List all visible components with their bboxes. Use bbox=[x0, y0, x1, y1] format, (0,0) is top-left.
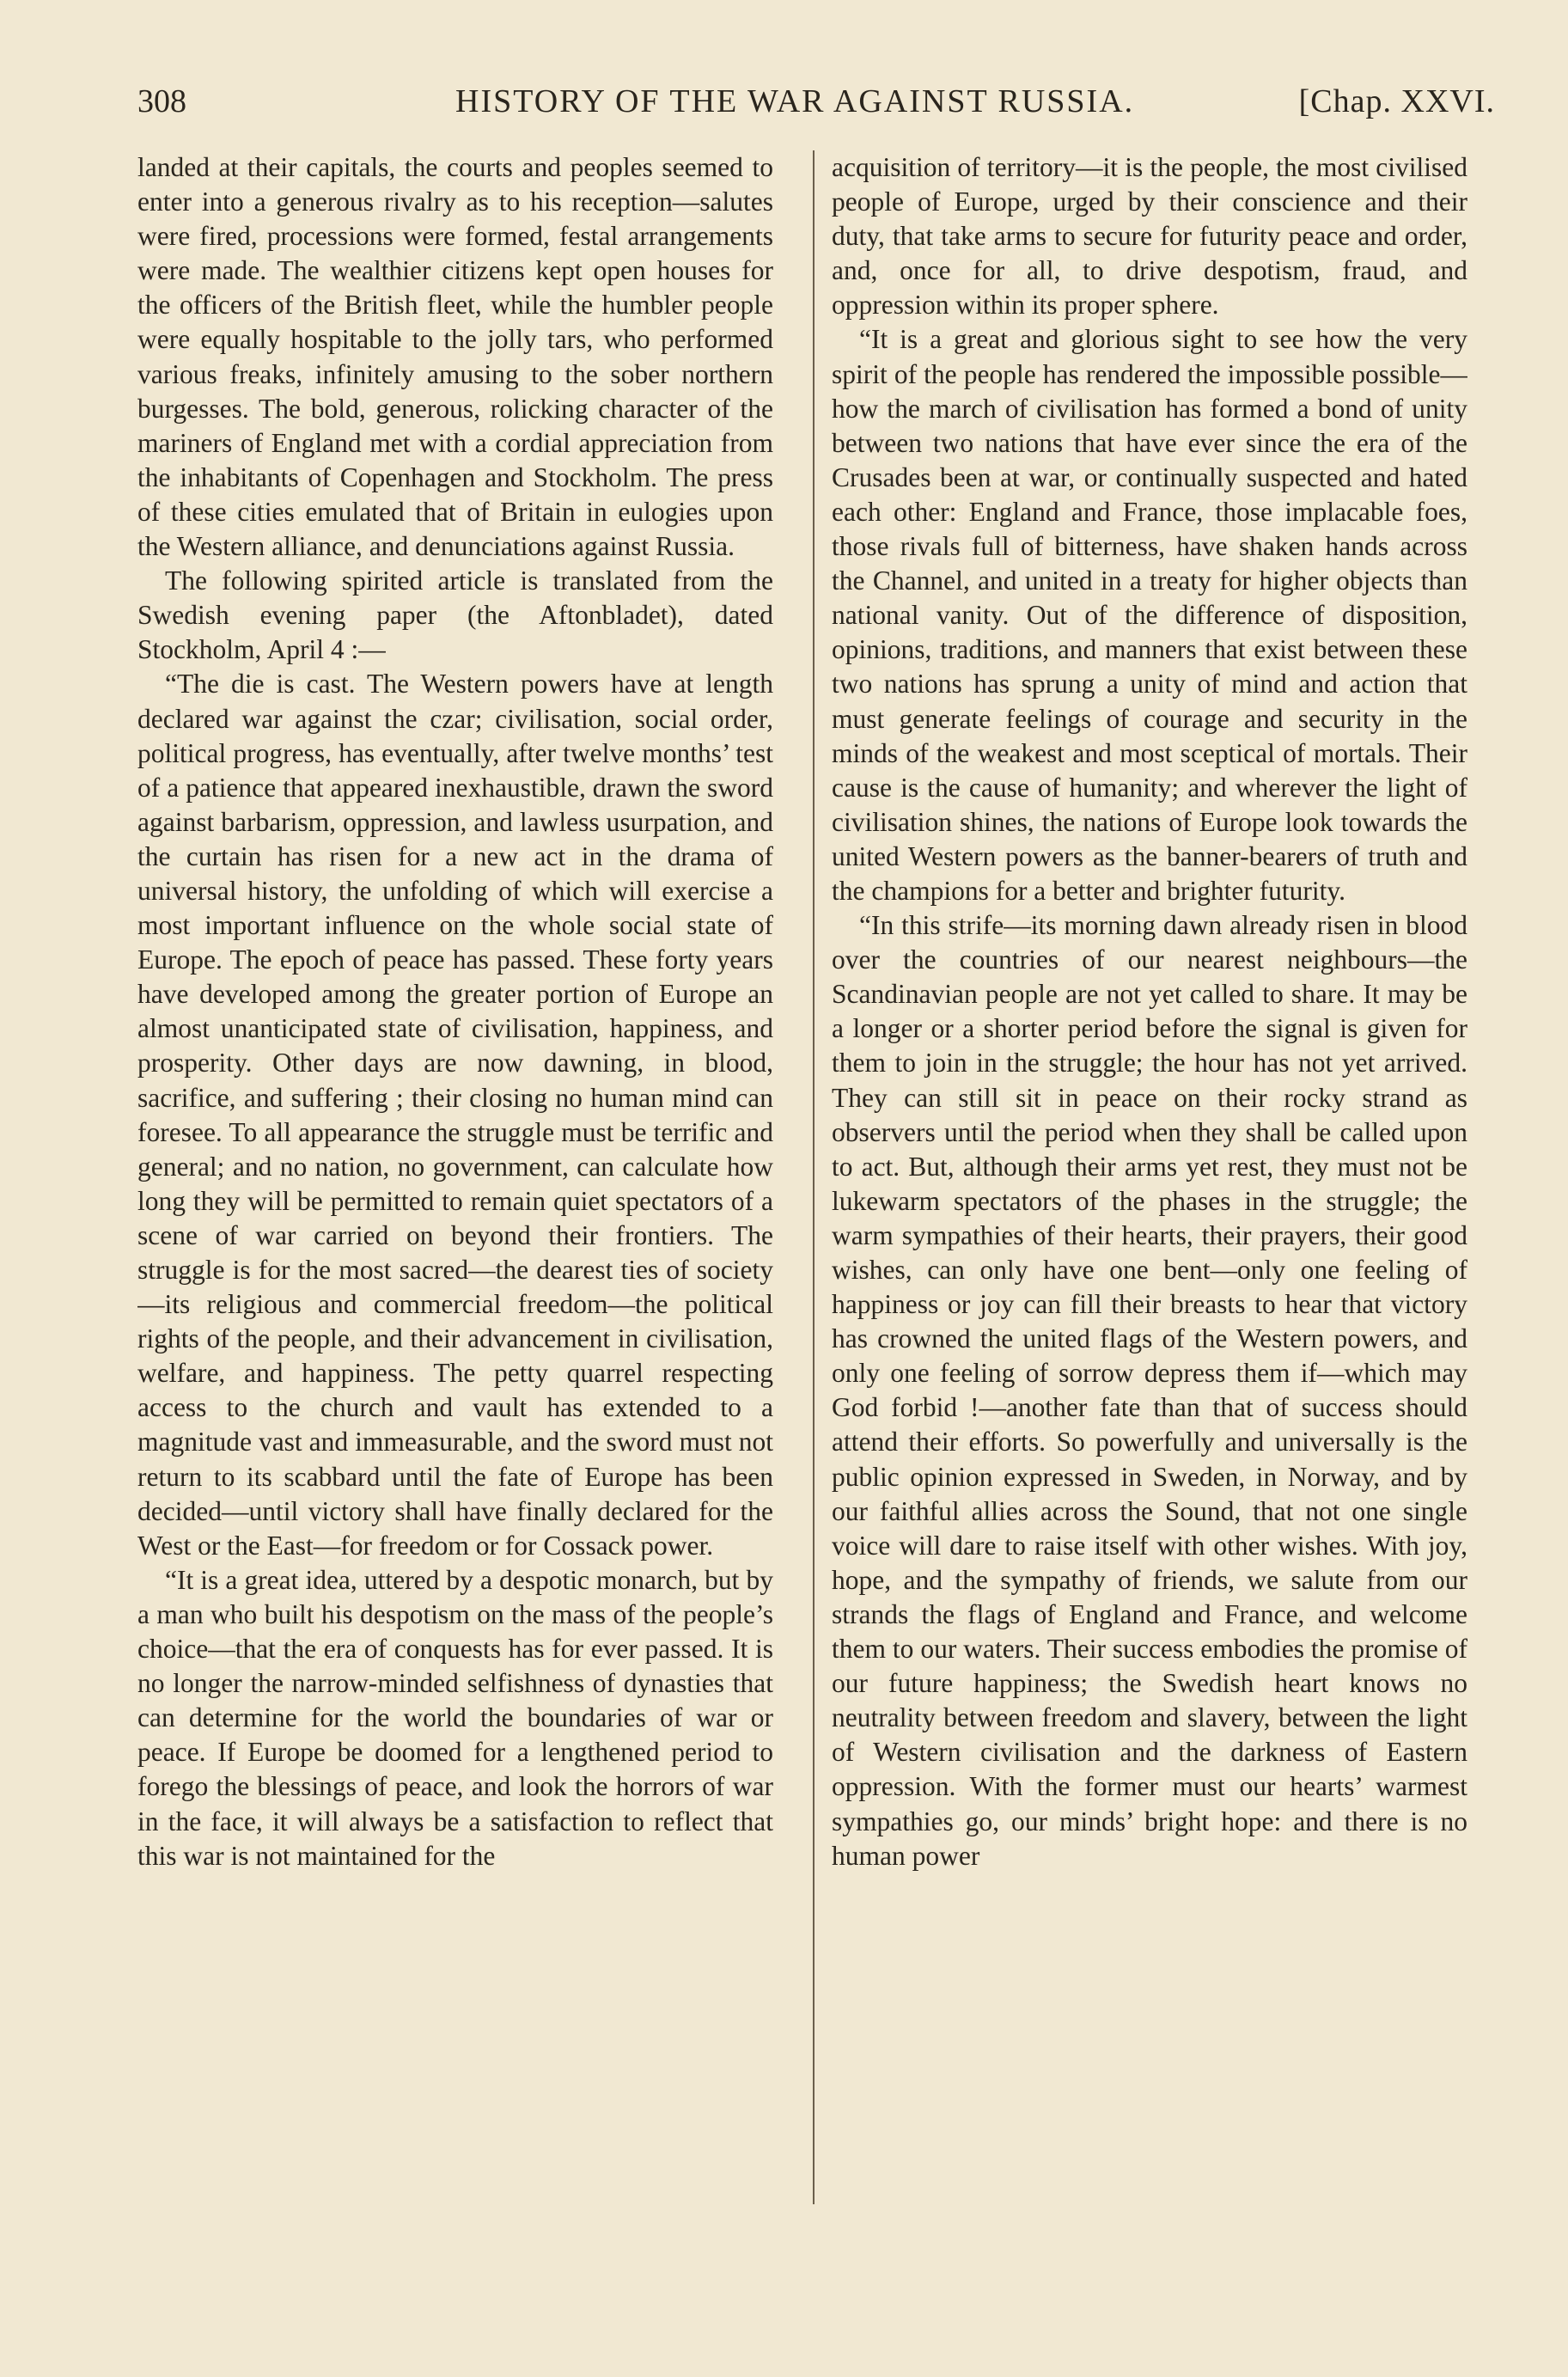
column-divider bbox=[813, 150, 815, 2204]
left-paragraph-2: The following spirited article is translated from the Swedish evening paper (the Aftonbladet), dated Stockholm, April 4 :— bbox=[137, 565, 773, 665]
left-paragraph-1: landed at their capitals, the courts and peoples seemed to enter into a generous rivalry as to his reception—salutes were fired, processions were formed, festal arrangements were made. The wealthier citizens kept open houses for the officers of the British fleet, while the humbler people were equally hospitable to the jolly tars, who performed various freaks, infinitely amusing to the sober northern burgesses. The bold, generous, rolicking character of the mariners of England met with a cordial appreciation from the inhabitants of Copenhagen and Stockholm. The press of these cities emulated that of Britain in eulogies upon the Western alliance, and denunciations against Russia. bbox=[137, 152, 773, 562]
left-column bbox=[137, 150, 773, 2221]
page-number: 308 bbox=[137, 83, 186, 119]
right-paragraph-1: acquisition of territory—it is the people, the most civilised people of Europe, urged by their conscience and their duty, that take arms to secure for futurity peace and order, and, once for all, to drive despotism, fraud, and oppression within its proper sphere. bbox=[832, 152, 1467, 321]
running-title: HISTORY OF THE WAR AGAINST RUSSIA. bbox=[455, 83, 1135, 119]
chapter-label: [Chap. XXVI. bbox=[1298, 83, 1495, 119]
right-column bbox=[832, 150, 1467, 2221]
left-paragraph-4: “It is a great idea, uttered by a despotic monarch, but by a man who built his despotism on the mass of the people’s choice—that the era of conquests has for ever passed. It is no longer the narrow-minded selfishness of dynasties that can determine for the world the boundaries of war or peace. If Europe be doomed for a lengthened period to forego the blessings of peace, and look the horrors of war in the face, it will always be a satisfaction to reflect that this war is not maintained for the bbox=[137, 1564, 773, 1871]
right-paragraph-2: “It is a great and glorious sight to see how the very spirit of the people has rendered the impossible possible—how the march of civilisation has formed a bond of unity between two nations that have ever since the era of the Crusades been at war, or continually suspected and hated each other: England and France, those implacable foes, those rivals full of bitterness, have shaken hands across the Channel, and united in a treaty for higher objects than national vanity. Out of the difference of disposition, opinions, traditions, and manners that exist between these two nations has sprung a unity of mind and action that must generate feelings of courage and security in the minds of the weakest and most sceptical of mortals. Their cause is the cause of humanity; and wherever the light of civilisation shines, the nations of Europe look towards the united Western powers as the banner-bearers of truth and the champions for a better and brighter futurity. bbox=[832, 324, 1467, 906]
right-paragraph-3: “In this strife—its morning dawn already risen in blood over the countries of our nearest neighbours—the Scandinavian people are not yet called to share. It may be a longer or a shorter period before the signal is given for them to join in the struggle; the hour has not yet arrived. They can still sit in peace on their rocky strand as observers until the period when they shall be called upon to act. But, although their arms yet rest, they must not be lukewarm spectators of the phases in the struggle; the warm sympathies of their hearts, their prayers, their good wishes, can only have one bent—only one feeling of happiness or joy can fill their breasts to hear that victory has crowned the united flags of the Western powers, and only one feeling of sorrow depress them if—which may God forbid !—another fate than that of success should attend their efforts. So powerfully and universally is the public opinion expressed in Sweden, in Norway, and by our faithful allies across the Sound, that not one single voice will dare to raise itself with other wishes. With joy, hope, and the sympathy of friends, we salute from our strands the flags of England and France, and welcome them to our waters. Their success embodies the promise of our future happiness; the Swedish heart knows no neutrality between freedom and slavery, between the light of Western civilisation and the darkness of Eastern oppression. With the former must our hearts’ warmest sympathies go, our minds’ bright hope: and there is no human power bbox=[832, 910, 1467, 1871]
body-columns bbox=[137, 150, 1495, 2230]
left-paragraph-3: “The die is cast. The Western powers have at length declared war against the czar; civilisation, social order, political progress, has eventually, after twelve months’ test of a patience that appeared inexhaustible, drawn the sword against barbarism, oppression, and lawless usurpation, and the curtain has risen for a new act in the drama of universal history, the unfolding of which will exercise a most important influence on the whole social state of Europe. The epoch of peace has passed. These forty years have developed among the greater portion of Europe an almost unanticipated state of civilisation, happiness, and prosperity. Other days are now dawning, in blood, sacrifice, and suffering ; their closing no human mind can foresee. To all appearance the struggle must be terrific and general; and no nation, no government, can calculate how long they will be permitted to remain quiet spectators of a scene of war carried on beyond their frontiers. The struggle is for the most sacred—the dearest ties of society—its religious and commercial freedom—the political rights of the people, and their advancement in civilisation, welfare, and happiness. The petty quarrel respecting access to the church and vault has extended to a magnitude vast and immeasurable, and the sword must not return to its scabbard until the fate of Europe has been decided—until victory shall have finally declared for the West or the East—for freedom or for Cossack power. bbox=[137, 669, 773, 1561]
running-header bbox=[137, 77, 1495, 129]
